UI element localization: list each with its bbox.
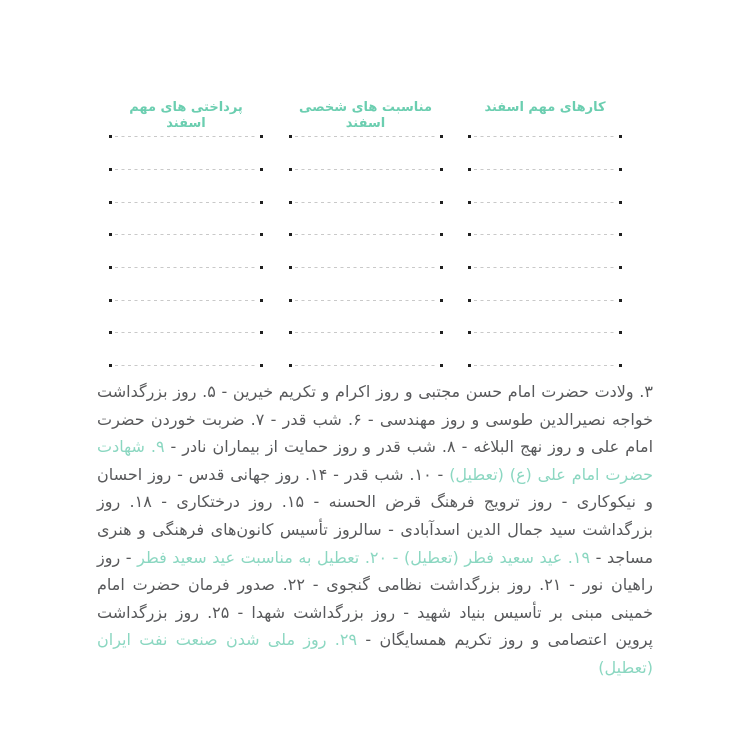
- dashed-rule: [115, 234, 257, 235]
- writing-line: [109, 283, 263, 316]
- dashed-rule: [115, 169, 257, 170]
- writing-line: [468, 349, 622, 382]
- dashed-rule: [474, 234, 616, 235]
- holiday-event-text: ۹. شهادت حضرت امام علی (ع) (تعطیل): [97, 437, 654, 484]
- dashed-rule: [295, 332, 437, 333]
- dashed-rule: [115, 267, 257, 268]
- writing-line: [468, 218, 622, 251]
- writing-line: [289, 283, 443, 316]
- dashed-rule: [295, 169, 437, 170]
- dashed-rule: [474, 365, 616, 366]
- dashed-rule: [115, 202, 257, 203]
- dashed-rule: [115, 136, 257, 137]
- writing-line: [109, 349, 263, 382]
- writing-line: [468, 283, 622, 316]
- column-title-personal-occasions: مناسبت های شخصی اسفند: [298, 100, 433, 131]
- dashed-rule: [295, 202, 437, 203]
- dashed-rule: [295, 365, 437, 366]
- column-title-important-tasks: کارهای مهم اسفند: [484, 100, 606, 115]
- dashed-rule: [295, 300, 437, 301]
- dashed-rule: [115, 332, 257, 333]
- dashed-rule: [115, 300, 257, 301]
- writing-line: [289, 316, 443, 349]
- writing-line: [109, 316, 263, 349]
- planner-columns: [109, 100, 622, 382]
- column-important-payments: [109, 100, 263, 382]
- writing-line: [109, 120, 263, 153]
- event-text: - ۱۰. شب قدر - ۱۴. روز جهانی قدس - روز احسان و نیکوکاری - روز ترویج فرهنگ قرض الحسنه - ۱۵. روز درختکاری - ۱۸. روز بزرگداشت سید جمال الدین اسدآبادی - سالروز تأسیس کانون‌های فرهنگی و هنری مساجد -: [97, 464, 654, 567]
- dashed-rule: [295, 136, 437, 137]
- writing-line: [289, 218, 443, 251]
- writing-line: [289, 153, 443, 186]
- dashed-rule: [474, 267, 616, 268]
- writing-line: [468, 316, 622, 349]
- writing-line: [109, 185, 263, 218]
- dashed-rule: [295, 267, 437, 268]
- dashed-rule: [474, 169, 616, 170]
- writing-line: [109, 251, 263, 284]
- writing-line: [289, 120, 443, 153]
- writing-line: [468, 153, 622, 186]
- holiday-event-text: ۲۹. روز ملی شدن صنعت نفت ایران (تعطیل): [97, 630, 653, 677]
- dashed-rule: [474, 300, 616, 301]
- event-text: - روز راهیان نور - ۲۱. روز بزرگداشت نظامی گنجوی - ۲۲. صدور فرمان حضرت امام خمینی مبنی بر تأسیس بنیاد شهید - روز بزرگداشت شهدا - ۲۵. روز بزرگداشت پروین اعتصامی و روز تکریم همسایگان -: [97, 547, 654, 650]
- writing-line: [109, 218, 263, 251]
- writing-line: [468, 251, 622, 284]
- writing-line: [289, 185, 443, 218]
- writing-line: [468, 185, 622, 218]
- dashed-rule: [474, 136, 616, 137]
- writing-line: [109, 153, 263, 186]
- events-paragraph: [97, 378, 653, 682]
- event-text: ۳. ولادت حضرت امام حسن مجتبی و روز اکرام و تکریم خیرین - ۵. روز بزرگداشت خواجه نصیرالدین طوسی و روز مهندسی - ۶. شب قدر - ۷. ضربت خوردن حضرت امام علی و روز نهج البلاغه - ۸. شب قدر و روز حمایت از بیماران نادر -: [97, 382, 654, 457]
- dashed-rule: [115, 365, 257, 366]
- writing-line: [289, 349, 443, 382]
- dashed-rule: [474, 202, 616, 203]
- writing-line: [468, 120, 622, 153]
- column-title-important-payments: پرداختی های مهم اسفند: [129, 100, 243, 131]
- column-personal-occasions: [289, 100, 443, 382]
- dashed-rule: [474, 332, 616, 333]
- dashed-rule: [295, 234, 437, 235]
- column-important-tasks: [468, 100, 622, 382]
- holiday-event-text: ۱۹. عید سعید فطر (تعطیل) - ۲۰. تعطیل به مناسبت عید سعید فطر: [137, 547, 591, 567]
- writing-line: [289, 251, 443, 284]
